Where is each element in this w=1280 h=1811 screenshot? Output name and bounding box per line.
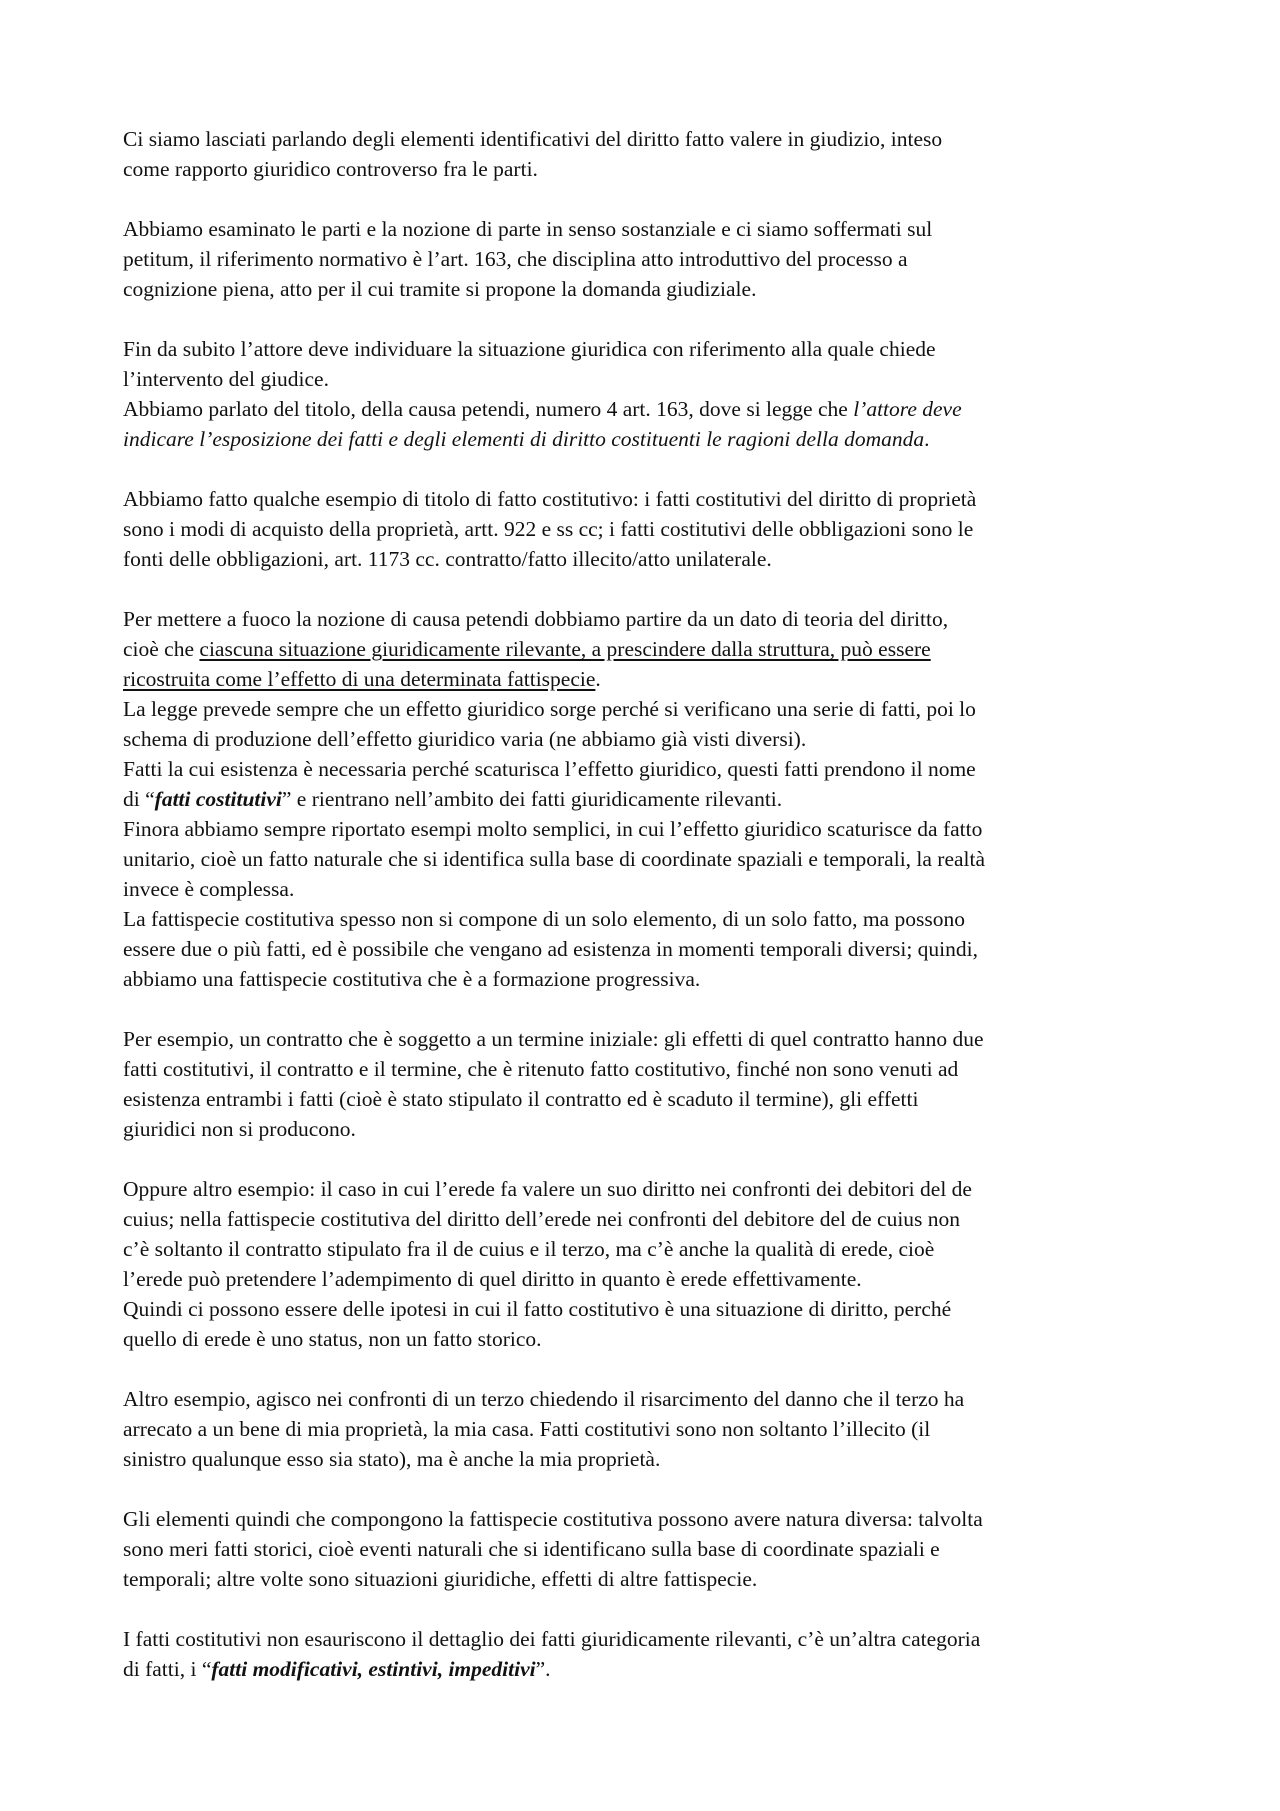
paragraph-6 [123, 604, 1173, 694]
text: di fatti, i “ [123, 1657, 212, 1681]
line: Gli elementi quindi che compongono la fattispecie costitutiva possono avere natura diversa: talvolta [123, 1507, 983, 1531]
line: Quindi ci possono essere delle ipotesi in cui il fatto costitutivo è una situazione di diritto, perché [123, 1297, 952, 1321]
text: ” e rientrano nell’ambito dei fatti giuridicamente rilevanti. [281, 787, 783, 811]
line: Per mettere a fuoco la nozione di causa petendi dobbiamo partire da un dato di teoria del diritto, [123, 607, 949, 631]
line: Ci siamo lasciati parlando degli elementi identificativi del diritto fatto valere in giudizio, inteso [123, 127, 943, 151]
bold-italic-term: fatti costitutivi [154, 787, 282, 811]
line: come rapporto giuridico controverso fra le parti. [123, 157, 538, 181]
paragraph-8 [123, 754, 1173, 814]
line: sinistro qualunque esso sia stato), ma è anche la mia proprietà. [123, 1447, 661, 1471]
line: Abbiamo fatto qualche esempio di titolo di fatto costitutivo: i fatti costitutivi del diritto di proprietà [123, 487, 977, 511]
line: Fatti la cui esistenza è necessaria perché scaturisca l’effetto giuridico, questi fatti prendono il nome [123, 757, 976, 781]
italic-quote: l’attore deve [853, 397, 962, 421]
line: Per esempio, un contratto che è soggetto a un termine iniziale: gli effetti di quel contratto hanno due [123, 1027, 984, 1051]
line: invece è complessa. [123, 877, 295, 901]
line: fatti costitutivi, il contratto e il termine, che è ritenuto fatto costitutivo, finché non sono venuti ad [123, 1057, 959, 1081]
paragraph-5 [123, 484, 1173, 574]
line: Fin da subito l’attore deve individuare la situazione giuridica con riferimento alla quale chiede [123, 337, 936, 361]
line: fonti delle obbligazioni, art. 1173 cc. contratto/fatto illecito/atto unilaterale. [123, 547, 772, 571]
line: esistenza entrambi i fatti (cioè è stato stipulato il contratto ed è scaduto il termine), gli effetti [123, 1087, 919, 1111]
paragraph-2 [123, 214, 1173, 304]
line: quello di erede è uno status, non un fatto storico. [123, 1327, 542, 1351]
line: abbiamo una fattispecie costitutiva che è a formazione progressiva. [123, 967, 701, 991]
italic-quote: indicare l’esposizione dei fatti e degli elementi di diritto costituenti le ragioni della domanda [123, 427, 925, 451]
line: l’intervento del giudice. [123, 367, 329, 391]
line: Abbiamo esaminato le parti e la nozione di parte in senso sostanziale e ci siamo soffermati sul [123, 217, 933, 241]
text: . [924, 427, 930, 451]
line: petitum, il riferimento normativo è l’art. 163, che disciplina atto introduttivo del processo a [123, 247, 908, 271]
line: temporali; altre volte sono situazioni giuridiche, effetti di altre fattispecie. [123, 1567, 758, 1591]
underlined-text: ciascuna situazione giuridicamente rilevante, a prescindere dalla struttura, può essere [199, 637, 931, 661]
paragraph-12 [123, 1174, 1173, 1294]
paragraph-14 [123, 1384, 1173, 1474]
line: sono meri fatti storici, cioè eventi naturali che si identificano sulla base di coordinate spaziali e [123, 1537, 940, 1561]
bold-italic-term: fatti modificativi, estintivi, impeditivi [211, 1657, 536, 1681]
line: cuius; nella fattispecie costitutiva del diritto dell’erede nei confronti del debitore del de cuius non [123, 1207, 961, 1231]
line: Oppure altro esempio: il caso in cui l’erede fa valere un suo diritto nei confronti dei debitori del de [123, 1177, 972, 1201]
underlined-text: ricostruita come l’effetto di una determinata fattispecie [123, 667, 596, 691]
paragraph-4 [123, 394, 1173, 454]
line: c’è soltanto il contratto stipulato fra il de cuius e il terzo, ma c’è anche la qualità di erede, cioè [123, 1237, 935, 1261]
line: Finora abbiamo sempre riportato esempi molto semplici, in cui l’effetto giuridico scaturisce da fatto [123, 817, 983, 841]
line: arrecato a un bene di mia proprietà, la mia casa. Fatti costitutivi sono non soltanto l’illecito (il [123, 1417, 931, 1441]
line: La legge prevede sempre che un effetto giuridico sorge perché si verificano una serie di fatti, poi lo [123, 697, 976, 721]
document-page [123, 124, 1173, 1684]
line: unitario, cioè un fatto naturale che si identifica sulla base di coordinate spaziali e temporali, la realtà [123, 847, 986, 871]
paragraph-9 [123, 814, 1173, 904]
paragraph-15 [123, 1504, 1173, 1594]
text: ”. [535, 1657, 551, 1681]
paragraph-10 [123, 904, 1173, 994]
line: essere due o più fatti, ed è possibile che vengano ad esistenza in momenti temporali diversi; quindi, [123, 937, 978, 961]
paragraph-16 [123, 1624, 1173, 1684]
line: sono i modi di acquisto della proprietà, artt. 922 e ss cc; i fatti costitutivi delle obbligazioni sono le [123, 517, 974, 541]
text: . [595, 667, 601, 691]
line: giuridici non si producono. [123, 1117, 356, 1141]
line: cognizione piena, atto per il cui tramite si propone la domanda giudiziale. [123, 277, 757, 301]
line: I fatti costitutivi non esauriscono il dettaglio dei fatti giuridicamente rilevanti, c’è un’altra categoria [123, 1627, 981, 1651]
line: schema di produzione dell’effetto giuridico varia (ne abbiamo già visti diversi). [123, 727, 807, 751]
line: La fattispecie costitutiva spesso non si compone di un solo elemento, di un solo fatto, ma possono [123, 907, 965, 931]
paragraph-11 [123, 1024, 1173, 1144]
line: Altro esempio, agisco nei confronti di un terzo chiedendo il risarcimento del danno che il terzo ha [123, 1387, 965, 1411]
paragraph-7 [123, 694, 1173, 754]
line: l’erede può pretendere l’adempimento di quel diritto in quanto è erede effettivamente. [123, 1267, 862, 1291]
text: cioè che [123, 637, 200, 661]
paragraph-13 [123, 1294, 1173, 1354]
paragraph-1 [123, 124, 1173, 184]
paragraph-3 [123, 334, 1173, 394]
text: Abbiamo parlato del titolo, della causa petendi, numero 4 art. 163, dove si legge che [123, 397, 854, 421]
text: di “ [123, 787, 155, 811]
